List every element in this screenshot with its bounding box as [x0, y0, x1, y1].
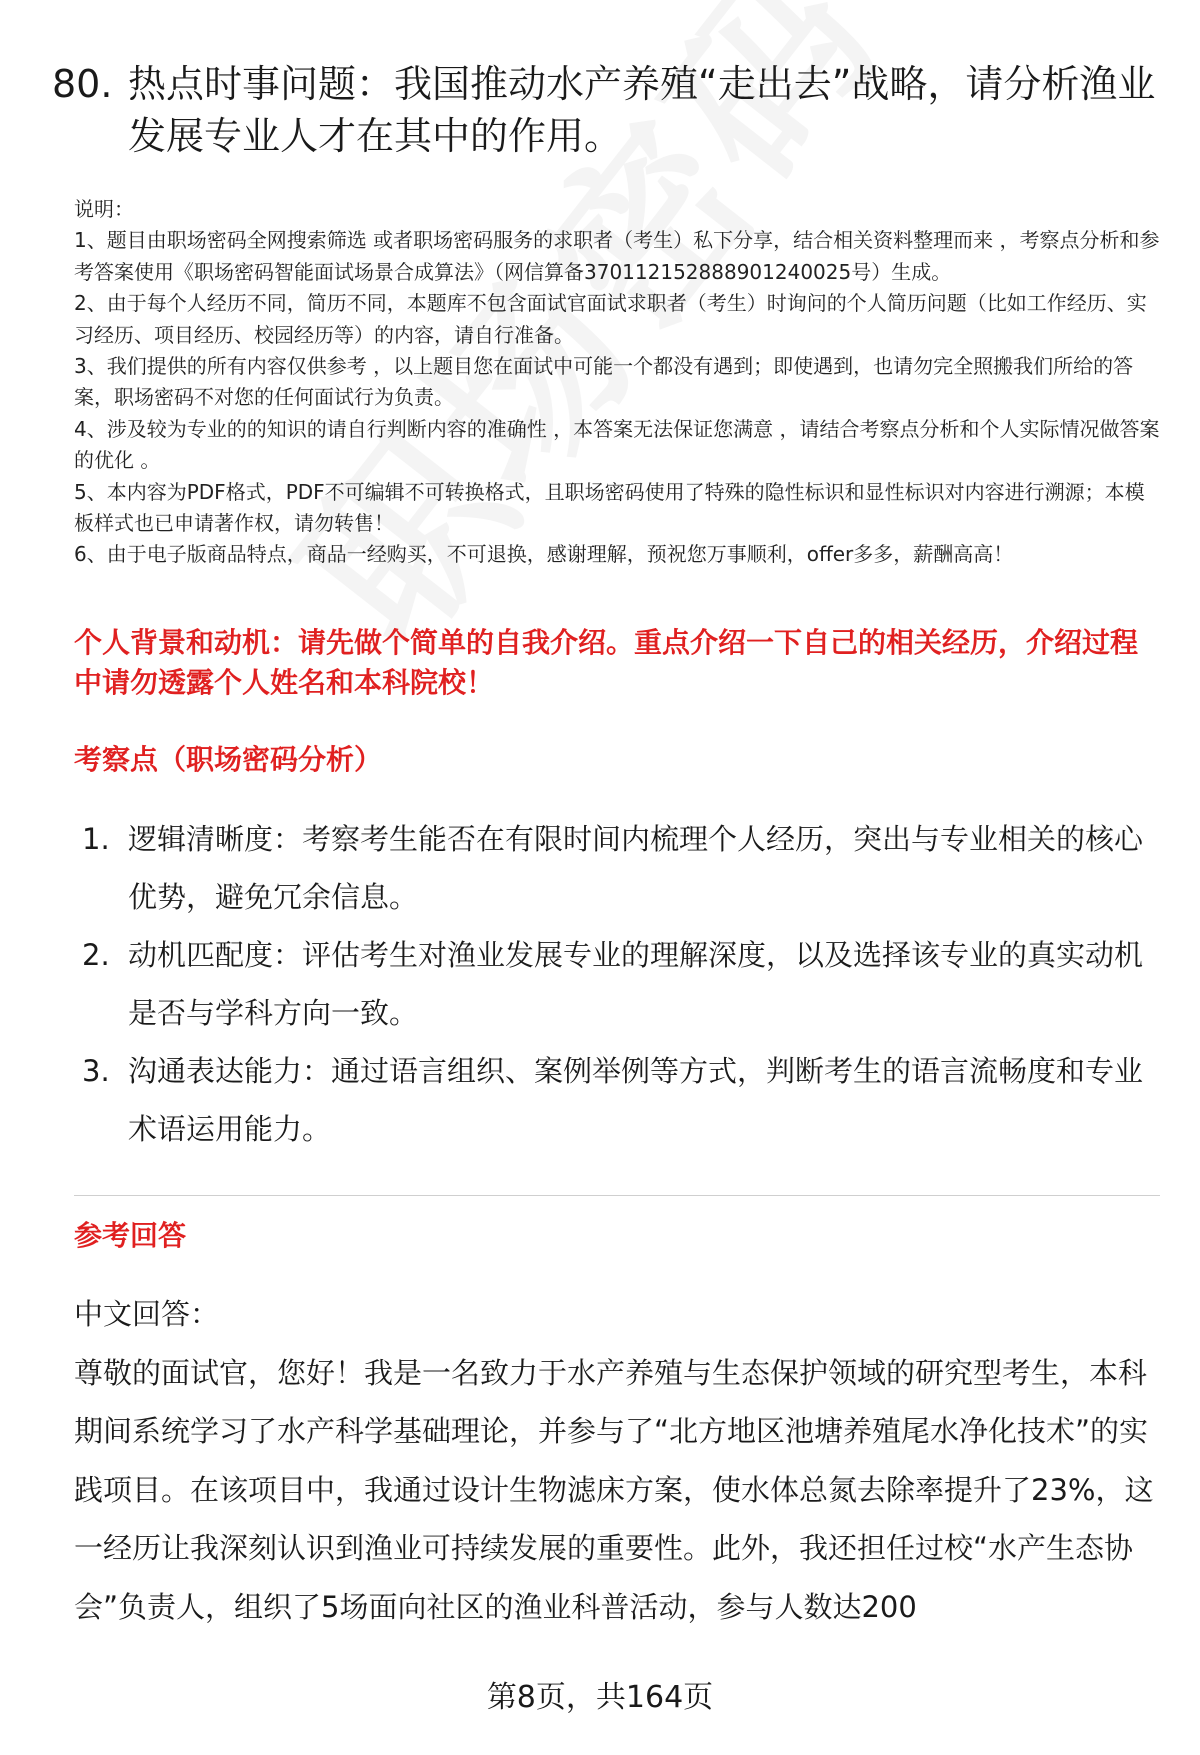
page-footer: 第8页，共164页: [486, 1680, 714, 1715]
point-text: 沟通表达能力：通过语言组织、案例举例等方式，判断考生的语言流畅度和专业术语运用能力。: [128, 1054, 1144, 1146]
point-number: 2.: [82, 938, 110, 972]
analysis-point: [82, 1042, 1162, 1158]
question-number: 80.: [52, 62, 113, 106]
note-item: 3、我们提供的所有内容仅供参考 ，以上题目您在面试中可能一个都没有遇到；即使遇到，也请勿完全照搬我们所给的答案，职场密码不对您的任何面试行为负责。: [74, 354, 1134, 410]
point-text: 逻辑清晰度：考察考生能否在有限时间内梳理个人经历，突出与专业相关的核心优势，避免冗余信息。: [128, 822, 1144, 914]
background-prompt: 个人背景和动机：请先做个简单的自我介绍。重点介绍一下自己的相关经历，介绍过程中请勿透露个人姓名和本科院校！: [74, 626, 1139, 699]
point-text: 动机匹配度：评估考生对渔业发展专业的理解深度，以及选择该专业的真实动机是否与学科方向一致。: [128, 938, 1144, 1030]
analysis-point: [82, 810, 1162, 926]
note-item: 1、题目由职场密码全网搜索筛选 或者职场密码服务的求职者（考生）私下分享，结合相关资料整理而来 ，考察点分析和参考答案使用《职场密码智能面试场景合成算法》（网信算备370112152888901240025号）生成。: [74, 228, 1160, 284]
reference-answer: [74, 1285, 1164, 1636]
answer-body: 尊敬的面试官，您好！我是一名致力于水产养殖与生态保护领域的研究型考生，本科期间系统学习了水产科学基础理论，并参与了“北方地区池塘养殖尾水净化技术”的实践项目。在该项目中，我通过设计生物滤床方案，使水体总氮去除率提升了23%，这一经历让我深刻认识到渔业可持续发展的重要性。此外，我还担任过校“水产生态协会”负责人，组织了5场面向社区的渔业科普活动，参与人数达200: [74, 1355, 1154, 1624]
notes-heading: 说明：: [74, 197, 134, 221]
point-number: 3.: [82, 1054, 110, 1088]
section-divider: [74, 1195, 1160, 1196]
reference-title: 参考回答: [74, 1219, 187, 1252]
question-title: [52, 58, 1162, 162]
note-item: 5、本内容为PDF格式，PDF不可编辑不可转换格式，且职场密码使用了特殊的隐性标识和显性标识对内容进行溯源；本模板样式也已申请著作权，请勿转售！: [74, 479, 1145, 536]
note-item: 4、涉及较为专业的的知识的请自行判断内容的准确性 ，本答案无法保证您满意 ，请结合考察点分析和个人实际情况做答案的优化 。: [74, 416, 1160, 473]
analysis-point: [82, 926, 1162, 1042]
notes-section: [74, 194, 1164, 571]
question-text: 热点时事问题：我国推动水产养殖“走出去”战略，请分析渔业发展专业人才在其中的作用。: [128, 62, 1156, 158]
point-number: 1.: [82, 822, 110, 856]
note-item: 2、由于每个人经历不同，简历不同，本题库不包含面试官面试求职者（考生）时询问的个人简历问题（比如工作经历、实习经历、项目经历、校园经历等）的内容，请自行准备。: [74, 291, 1147, 347]
answer-subtitle: 中文回答：: [74, 1297, 220, 1331]
analysis-title: 考察点（职场密码分析）: [74, 743, 383, 776]
note-item: 6、由于电子版商品特点，商品一经购买，不可退换，感谢理解，预祝您万事顺利，offer多多，薪酬高高！: [74, 542, 1014, 567]
analysis-points: [82, 810, 1162, 1158]
